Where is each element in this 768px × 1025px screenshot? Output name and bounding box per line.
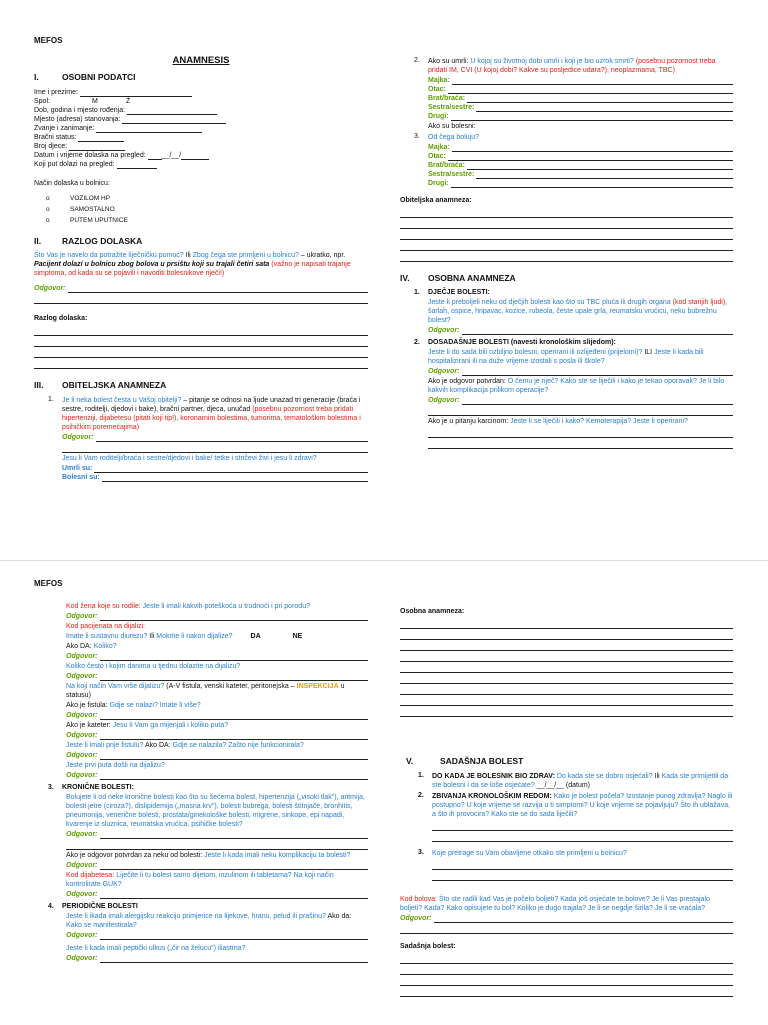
- answer-line[interactable]: [428, 427, 733, 438]
- marital-field[interactable]: Bračni status:: [34, 133, 368, 142]
- arrival-option[interactable]: o PUTEM UPUTNICE: [46, 217, 128, 224]
- pain-answer-field[interactable]: Odgovor:: [400, 914, 733, 923]
- children-field[interactable]: Broj djece:: [34, 142, 368, 151]
- relative-field-drugi[interactable]: Drugi:: [428, 112, 733, 121]
- reason-label: Razlog dolaska:: [34, 315, 88, 322]
- answer-line[interactable]: [400, 240, 733, 251]
- answer-line[interactable]: [400, 651, 733, 662]
- current-illness-label: Sadašnja bolest:: [400, 943, 456, 950]
- current-item-1: 1. DO KADA JE BOLESNIK BIO ZDRAV: Do kada ste se dobro osjećali? Ili Kada ste primijetili da ste bolesni i da se loše osjećate? __/__/__ (datum): [418, 772, 729, 789]
- answer-line[interactable]: [34, 347, 368, 358]
- section-razlog-dolaska: II. RAZLOG DOLASKA: [34, 236, 143, 246]
- document-page-1: [0, 0, 768, 501]
- answer-line[interactable]: [400, 706, 733, 717]
- relative-field-sestra[interactable]: Sestra/sestre:: [428, 170, 733, 179]
- answer-line[interactable]: [62, 442, 368, 453]
- catheter-answer-field[interactable]: Odgovor:: [66, 731, 368, 740]
- brand-header: MEFOS: [34, 36, 63, 45]
- pain-question: Kod bolova: Što ste radili kad Vas je počelo boljeti? Kada još osjećate te bolove? Je li Vas prestajalo boljeti? Kada? Kako opisujete tu bol? Koliko je dugo trajala? Je li se negdje širila? Je li se vraćala?: [400, 896, 710, 912]
- page2-left-column: Kod žena koje su rodile: Jeste li imali kakvih poteškoća u trudnoći i pri porodu? Odgovor: Kod pacijenata na dijalizi: Imate li sustavnu diurezu? Ili Mokrite li nakon dijalize? DA NE Ako DA: Koliko? Odgovor: Koliko često i kojim danima u tjednu dolazite na dijalizu? Odgovor: Na koji način Vam vrše dijalizu? (A-V fistula, venski kateter, peritonejska – INSPEKCIJA u statusu) Ako je fistula: Gdje se nalazi? Imate li više? Odgovor: Ako je kateter: Jesu li Vam ga mijenjali i koliko puta? Odgovor: Jeste li imali prije fistulu? Ako DA: Gdje se nalazila? Zašto nije funkcionirala? Odgovor: Jeste prvi puta došli na dijalizu? Odgovor: 3. KRONIČNE BOLESTI: Bolujete li od neke kronične bolesti kao što su šećerna bolest, hipertenzija („visoki tlak"), aritmija, bolesti jetre (ciroza?), dislipidemija („masna krv"), bolesti bubrega, bolesti štitnjače, bronhitis, pneumonija, venerične bolesti, prostata/ginekološke bolesti, migrene, sinkope, epi napadi, kvarenje iz sluznica, reumatska vrućica, psihičke bolesti? Odgovor: Ako je odgovor potvrdan za neku od bolesti: Jeste li kada imali neku komplikaciju ta bolesti? Odgovor: Kod dijabetesa: Liječite li tu bolest samo dijetom, inzulinom ili tabletama? Na koji način kontrolirate GUK? Odgovor: 4. PERIODIČNE BOLESTI Jeste li ikada imali alergijsku reakciju primjerice na lijekove, hranu, pelud ili prašinu? Ako da: Kako se manifestirala? Odgovor: Jeste li kada imali peptički ulkus („čir na želucu") iliastma? Odgovor:: [34, 601, 368, 963]
- sex-z-option[interactable]: Ž: [126, 98, 131, 105]
- family-answer-field[interactable]: Odgovor:: [62, 433, 368, 442]
- answer-line[interactable]: [34, 336, 368, 347]
- answer-line[interactable]: [432, 870, 733, 881]
- arrival-label: Način dolaska u bolnicu:: [34, 180, 110, 187]
- family-question-2: Jesu li Vam roditelji/braća i sestre/djedovi i bake/ tetke i stričevi živi i jesu li zdravi?: [62, 455, 317, 462]
- sick-field[interactable]: Bolesni su:: [62, 473, 368, 482]
- relative-field-sestra[interactable]: Sestra/sestre:: [428, 103, 733, 112]
- answer-line[interactable]: [400, 695, 733, 706]
- page2-right-column: [400, 601, 733, 997]
- answer-line[interactable]: [400, 673, 733, 684]
- chronic-complication-answer-field[interactable]: Odgovor:: [66, 861, 368, 870]
- document-title: ANAMNESIS: [172, 55, 230, 66]
- answer-line[interactable]: [400, 986, 733, 997]
- answer-line[interactable]: [400, 975, 733, 986]
- ulcer-answer-field[interactable]: Odgovor:: [66, 954, 368, 963]
- section-osobni-podatci: I. OSOBNI PODATCI: [34, 72, 136, 82]
- answer-line[interactable]: [34, 293, 368, 304]
- section-obiteljska-anamneza: III. OBITELJSKA ANAMNEZA: [34, 380, 167, 390]
- answer-line[interactable]: [400, 640, 733, 651]
- date-field[interactable]: Datum i vrijeme dolaska na pregled: __/__/: [34, 151, 368, 160]
- name-field[interactable]: Ime i prezime:: [34, 88, 368, 97]
- periodic-diseases-heading: 4. PERIODIČNE BOLESTI: [48, 903, 138, 910]
- page1-right-column: 2. Ako su umrli: U kojoj su životnoj dobi umrli i koji je bio uzrok smrti? (posebnu pozornost treba pridati IM, CVI (U kojoj dobi? Kakve su posljedice udara?), neoplazmama, TBC) Majka: Otac: Brat/braća: Sestra/sestre: Drugi: Ako su bolesni: 3. Od čega boluju? Majka: Otac: Brat/braća: Sestra/sestre: Drugi: Obiteljska anamneza: IV. OSOBNA ANAMNEZA 1. DJEČJE BOLESTI: Jeste li preboljeli neku od dječjih bolesti kao što su TBC pluća ili drugih organa (kod starijih ljudi), šarlah, ospice, hripavac, kozice, rubeola, česte upale grla, reumatsku vrućicu, neku bubrežnu bolest? Odgovor: 2. DOSADAŠNJE BOLESTI (navesti kronološkim slijedom): Jeste li do sada bili ozbiljno bolesni, operirani ili ozlijeđeni (prijelomi)? ILI Jeste li kada bili hospitalizirani ili na duže vrijeme izostali s posla ili škole? Odgovor: Ako je odgovor potvrdan: O čemu je riječ? Kako ste se liječili i kako je tekao oporavak? Je li bilo kakvih komplikacija prilikom operacije? Odgovor: Ako je u pitanju karcinom: Jeste li se liječili i kako? Kemoterapija? Jeste li operirani?: [400, 56, 733, 449]
- answer-line[interactable]: [400, 662, 733, 673]
- relative-field-majka[interactable]: Majka:: [428, 76, 733, 85]
- brand-header: MEFOS: [34, 579, 63, 588]
- answer-line[interactable]: [66, 839, 368, 850]
- family-item-2: 2. Ako su umrli: U kojoj su životnoj dobi umrli i koji je bio uzrok smrti? (posebnu pozornost treba pridati IM, CVI (U kojoj dobi? Kakve su posljedice udara?), neoplazmama, TBC) Majka: Otac: Brat/braća: Sestra/sestre: Drugi: Ako su bolesni:: [400, 56, 733, 132]
- answer-line[interactable]: [400, 618, 733, 629]
- relative-field-otac[interactable]: Otac:: [428, 85, 733, 94]
- document-page-2: [0, 560, 768, 1025]
- answer-line[interactable]: [400, 251, 733, 262]
- page-gap: [0, 500, 768, 560]
- reason-answer-field[interactable]: Odgovor:: [34, 284, 368, 293]
- died-field[interactable]: Umrli su:: [62, 464, 368, 473]
- answer-line[interactable]: [400, 207, 733, 218]
- childhood-answer-field[interactable]: Odgovor:: [428, 326, 733, 335]
- family-anamnesis-label: Obiteljska anamneza:: [400, 197, 472, 204]
- relative-field-drugi[interactable]: Drugi:: [428, 179, 733, 188]
- answer-line[interactable]: [428, 405, 733, 416]
- answer-line[interactable]: [34, 325, 368, 336]
- sex-m-option[interactable]: M: [92, 98, 98, 105]
- answer-line[interactable]: [432, 820, 733, 831]
- job-field[interactable]: Zvanje i zanimanje:: [34, 124, 368, 133]
- childhood-diseases-heading: 1. DJEČJE BOLESTI:: [414, 289, 490, 296]
- allergy-answer-field[interactable]: Odgovor:: [66, 931, 368, 940]
- relative-field-otac[interactable]: Otac:: [428, 152, 733, 161]
- previous-diseases-heading: 2. DOSADAŠNJE BOLESTI (navesti kronološkim slijedom):: [414, 339, 616, 346]
- personal-anamnesis-label: Osobna anamneza:: [400, 608, 465, 615]
- answer-line[interactable]: [400, 229, 733, 240]
- answer-line[interactable]: [432, 859, 733, 870]
- sex-field[interactable]: Spol: M Ž: [34, 98, 131, 105]
- prev-fistula-answer-field[interactable]: Odgovor:: [66, 751, 368, 760]
- answer-line[interactable]: [400, 953, 733, 964]
- answer-line[interactable]: [400, 964, 733, 975]
- family-item-3: 3. Od čega boluju? Majka: Otac: Brat/braća: Sestra/sestre: Drugi:: [400, 132, 733, 188]
- women-answer-field[interactable]: Odgovor:: [66, 612, 368, 621]
- relative-field-majka[interactable]: Majka:: [428, 143, 733, 152]
- dialysis-answer-field[interactable]: Odgovor:: [66, 652, 368, 661]
- family-item-1: 1. Je li neka bolest česta u Vašoj obitelji? – pitanje se odnosi na ljude unazad tri generacije (braća i sestre, roditelji, djedovi i bake), bračni partner, djeca, unučad (posebnu pozornost treba pridati hipertenziji, dijabetesu (pitati koji tip!), koronarnim bolestima, tumorima, tematološkim bolestima i psihičkim poremećajima) Odgovor: Jesu li Vam roditelji/braća i sestre/djedovi i bake/ tetke i stričevi živi i jesu li zdravi? Umrli su: Bolesni su:: [34, 395, 368, 482]
- visit-field[interactable]: Koji put dolazi na pregled:: [34, 160, 368, 169]
- answer-line[interactable]: [400, 629, 733, 640]
- answer-line[interactable]: [432, 831, 733, 842]
- current-item-3: 3. Koje pretrage su Vam obavljene otkako ste primljeni u bolnicu?: [400, 848, 733, 881]
- dialysis-days-answer-field[interactable]: Odgovor:: [66, 672, 368, 681]
- fistula-answer-field[interactable]: Odgovor:: [66, 711, 368, 720]
- arrival-options: [34, 194, 368, 225]
- answer-line[interactable]: [428, 438, 733, 449]
- relative-field-brat[interactable]: Brat/braća:: [428, 94, 733, 103]
- chronic-diseases-heading: 3. KRONIČNE BOLESTI:: [48, 784, 134, 791]
- section-sadasnja-bolest: V. SADAŠNJA BOLEST: [406, 756, 524, 766]
- dob-field[interactable]: Dob, godina i mjesto rođenja:: [34, 106, 368, 115]
- chronic-answer-field[interactable]: Odgovor:: [66, 830, 368, 839]
- answer-line[interactable]: [400, 684, 733, 695]
- address-field[interactable]: Mjesto (adresa) stanovanja:: [34, 115, 368, 124]
- previous-answer-field[interactable]: Odgovor:: [428, 367, 733, 376]
- reason-question: Što Vas je navelo da potražite liječničku pomoć? Ili Zbog čega ste primljeni u bolnicu? – ukratko, npr. Pacijent dolazi u bolnicu zbog bolova u prsištu koji su trajali četiri sata (važno je napisati trajanje simptoma, od kada su se pojavili i navoditi bolesnikove riječi!): [34, 252, 351, 277]
- first-dialysis-answer-field[interactable]: Odgovor:: [66, 771, 368, 780]
- ne-option[interactable]: NE: [292, 633, 303, 640]
- answer-line[interactable]: [400, 218, 733, 229]
- relative-field-brat[interactable]: Brat/braća:: [428, 161, 733, 170]
- arrival-option[interactable]: o SAMOSTALNO: [46, 206, 115, 213]
- da-option[interactable]: DA: [250, 633, 261, 640]
- answer-line[interactable]: [34, 358, 368, 369]
- alive-label: Ako su bolesni:: [428, 123, 476, 130]
- page1-left-column: [34, 56, 368, 482]
- diabetes-answer-field[interactable]: Odgovor:: [66, 890, 368, 899]
- answer-line[interactable]: [400, 923, 733, 934]
- previous-if-answer-field[interactable]: Odgovor:: [428, 396, 733, 405]
- arrival-option[interactable]: o VOZILOM HP: [46, 195, 111, 202]
- section-osobna-anamneza: IV. OSOBNA ANAMNEZA: [400, 273, 516, 283]
- current-item-2: 2. ZBIVANJA KRONOLOŠKIM REDOM: Kako je bolest počela? Izostanje punog zdravlja? Naglo ili postupno? U koje vrijeme se razvija u ti simptomi? U koje vrijeme se pojavljuju? Što ih ublažava, a što ih provocira? Kako ste se do sada liječili?: [400, 791, 733, 842]
